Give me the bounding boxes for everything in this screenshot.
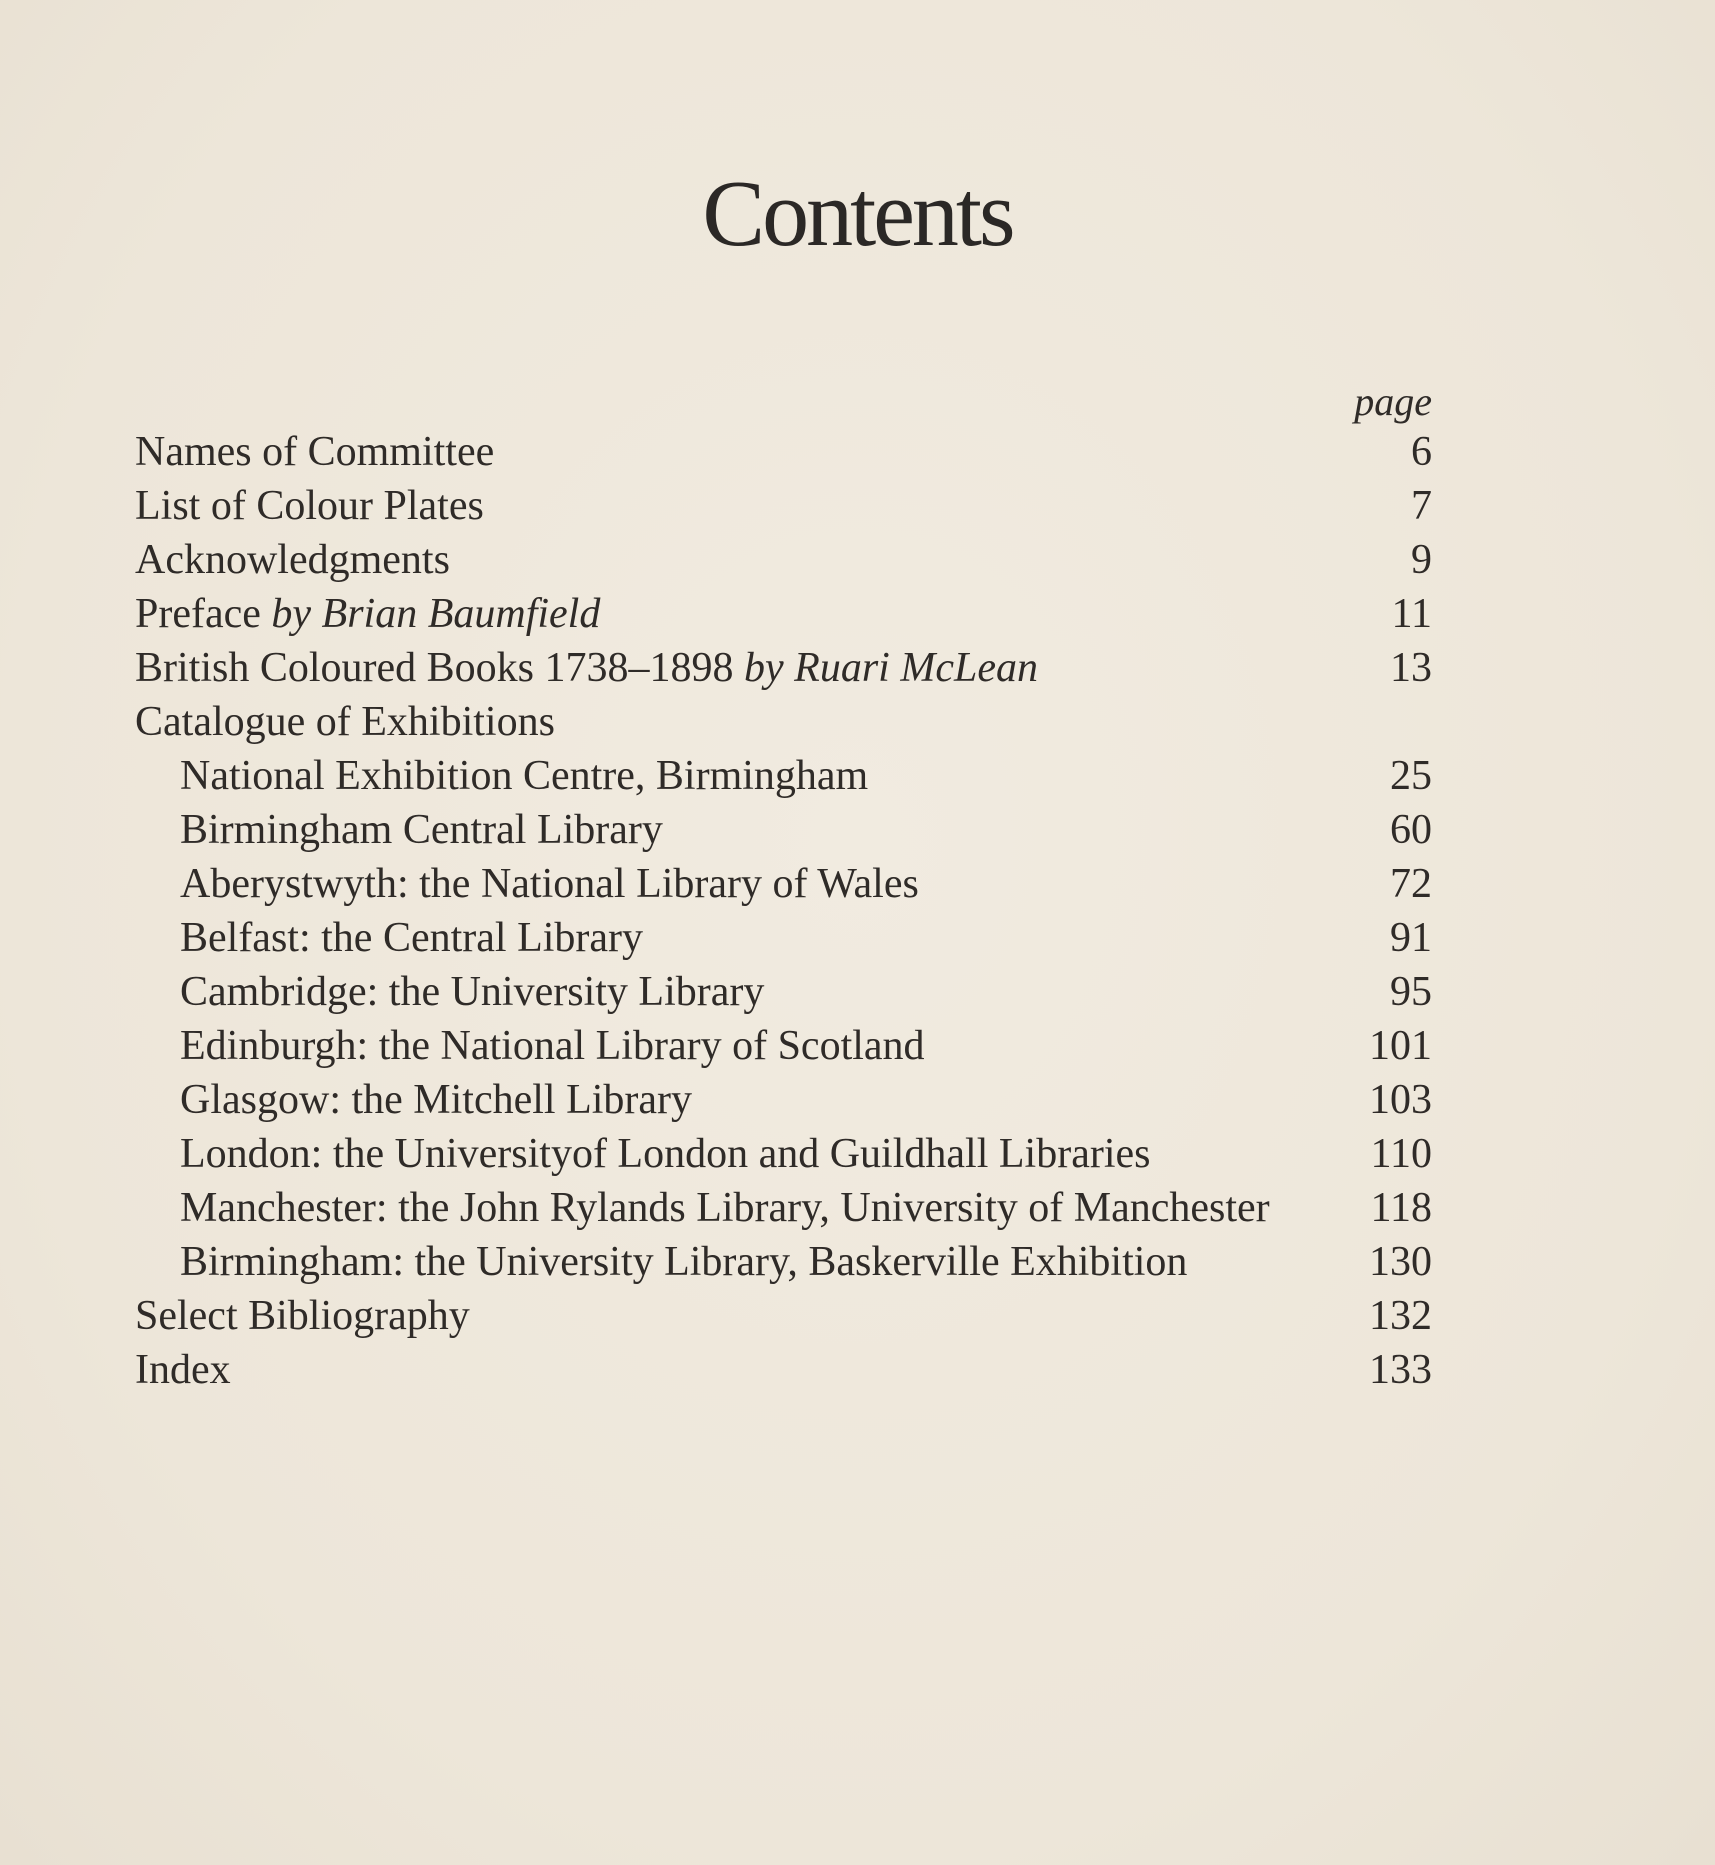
toc-entry-title: British Coloured Books 1738–1898 — [135, 645, 734, 691]
toc-entry — [135, 587, 1432, 641]
toc-entry-page: 118 — [1370, 1185, 1432, 1231]
toc-entry-page: 101 — [1369, 1023, 1432, 1069]
toc-entry — [135, 425, 1432, 479]
toc-entry-label: Cambridge: the University Library — [180, 969, 765, 1015]
toc-subentry — [135, 1019, 1432, 1073]
toc-entry-label: Edinburgh: the National Library of Scotland — [180, 1023, 925, 1069]
toc-entry-label: Birmingham Central Library — [180, 807, 663, 853]
toc-entry-page: 13 — [1390, 645, 1432, 691]
toc-entry-label: Belfast: the Central Library — [180, 915, 644, 961]
toc-entry-page: 11 — [1391, 591, 1432, 637]
toc-entry-label: Aberystwyth: the National Library of Wales — [180, 861, 919, 907]
toc-entry — [135, 1343, 1432, 1397]
toc-entry-label — [135, 587, 600, 641]
toc-entry-label — [135, 641, 1038, 695]
toc-subentry — [135, 1181, 1432, 1235]
toc-entry-page: 7 — [1411, 483, 1432, 529]
toc-entry-page: 91 — [1390, 915, 1432, 961]
toc-entry-title: Preface — [135, 591, 261, 637]
toc-subentry — [135, 803, 1432, 857]
toc-entry-page: 110 — [1370, 1131, 1432, 1177]
toc-list — [135, 425, 1432, 1397]
toc-entry-label: National Exhibition Centre, Birmingham — [180, 753, 869, 799]
toc-entry-byline: by Ruari McLean — [744, 645, 1038, 691]
toc-subentry — [135, 1073, 1432, 1127]
toc-section-heading — [135, 695, 1432, 749]
toc-entry-label: Glasgow: the Mitchell Library — [180, 1077, 693, 1123]
toc-entry-label: London: the Universityof London and Guildhall Libraries — [180, 1131, 1151, 1177]
toc-entry-page: 6 — [1411, 429, 1432, 475]
toc-entry-label: Names of Committee — [135, 429, 495, 475]
toc-entry-page: 25 — [1390, 753, 1432, 799]
toc-subentry — [135, 1235, 1432, 1289]
toc-entry — [135, 479, 1432, 533]
toc-entry-page: 60 — [1390, 807, 1432, 853]
toc-entry — [135, 1289, 1432, 1343]
toc-entry — [135, 533, 1432, 587]
toc-entry-page: 130 — [1369, 1239, 1432, 1285]
page-column-label: page — [1354, 379, 1432, 424]
toc-entry-page: 103 — [1369, 1077, 1432, 1123]
toc-entry-byline: by Brian Baumfield — [271, 591, 601, 637]
toc-subentry — [135, 749, 1432, 803]
toc-entry-label: Index — [135, 1347, 231, 1393]
toc-entry-label: Birmingham: the University Library, Baskerville Exhibition — [180, 1239, 1188, 1285]
toc-entry-label: List of Colour Plates — [135, 483, 484, 529]
toc-subentry — [135, 911, 1432, 965]
page-title: Contents — [702, 162, 1013, 266]
toc-subentry — [135, 965, 1432, 1019]
toc-entry — [135, 641, 1432, 695]
toc-entry-page: 72 — [1390, 861, 1432, 907]
toc-entry-page: 133 — [1369, 1347, 1432, 1393]
toc-entry-page: 9 — [1411, 537, 1432, 583]
toc-entry-page: 132 — [1369, 1293, 1432, 1339]
toc-subentry — [135, 1127, 1432, 1181]
toc-entry-label: Select Bibliography — [135, 1293, 470, 1339]
toc-entry-label: Manchester: the John Rylands Library, University of Manchester — [180, 1185, 1270, 1231]
toc-entry-label: Catalogue of Exhibitions — [135, 699, 555, 745]
toc-subentry — [135, 857, 1432, 911]
toc-entry-page: 95 — [1390, 969, 1432, 1015]
toc-entry-label: Acknowledgments — [135, 537, 450, 583]
